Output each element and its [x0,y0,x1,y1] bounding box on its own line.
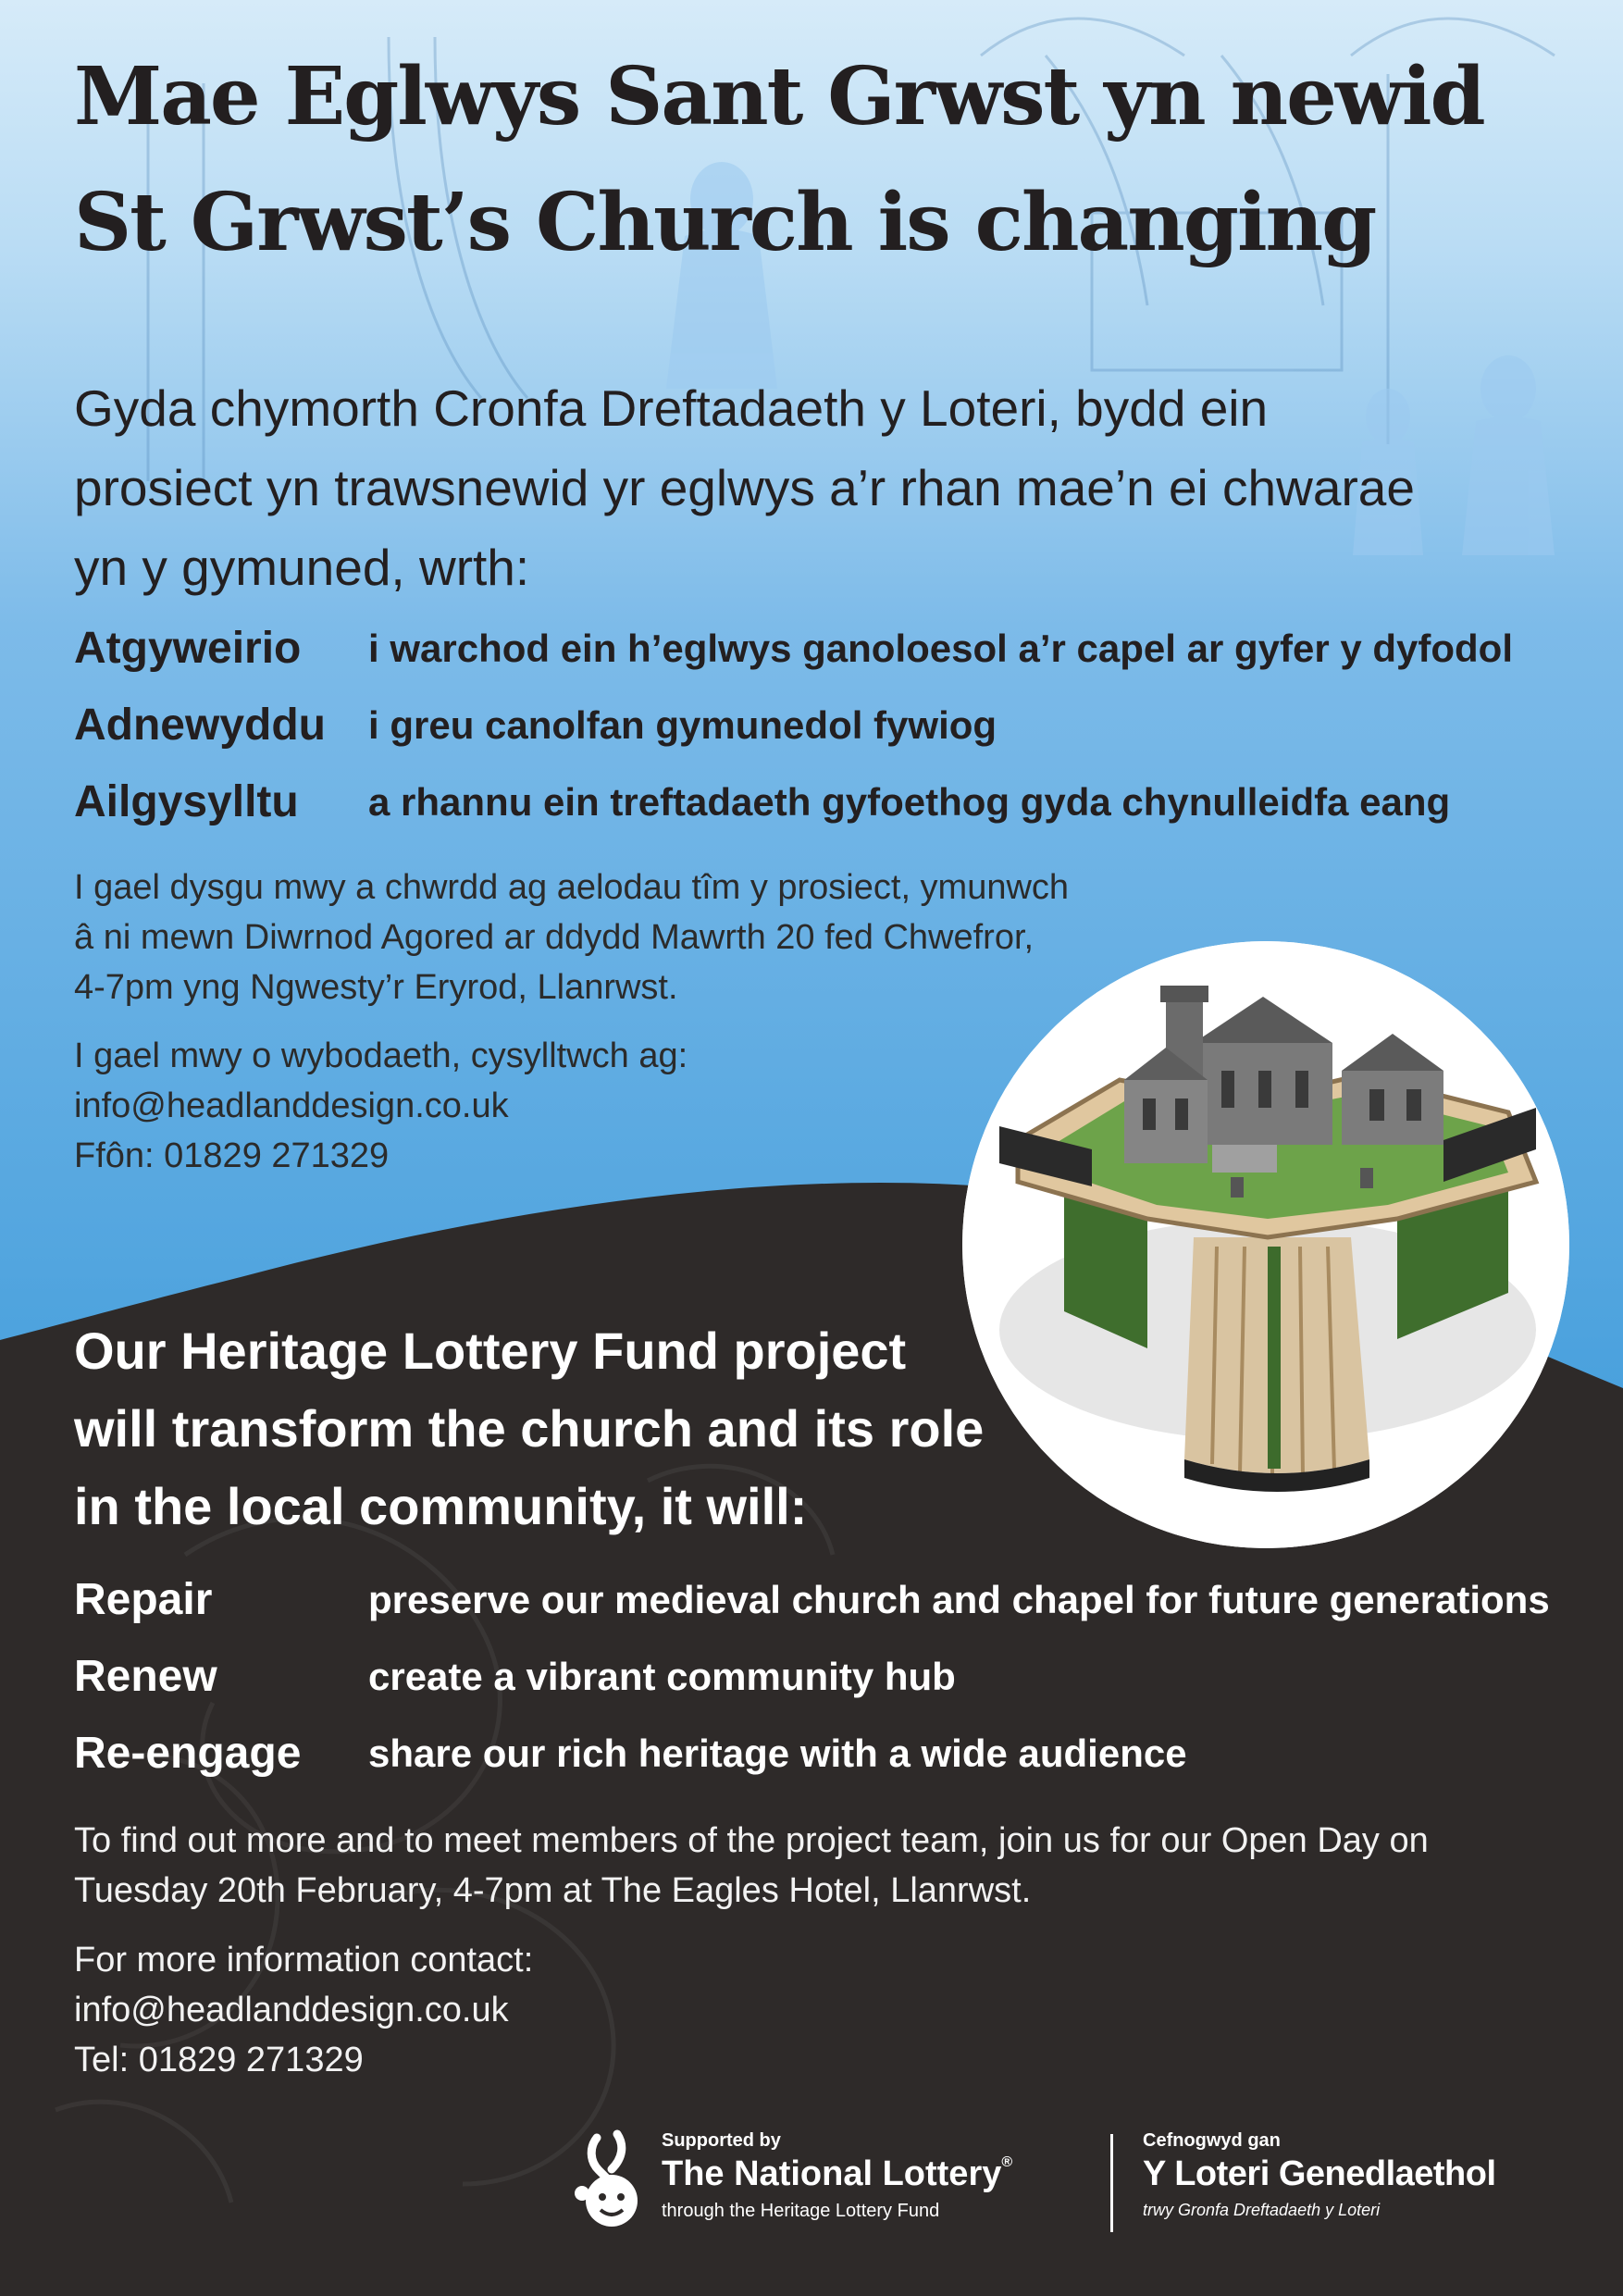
national-lottery-logo [569,2128,1087,2240]
title-welsh: Mae Eglwys Sant Grwst yn newid [74,50,1484,143]
aim-term: Atgyweirio [74,624,302,673]
welsh-contact [74,1031,688,1181]
aim-term: Ailgysylltu [74,777,299,826]
funder-logos [569,2128,1587,2240]
welsh-intro [74,368,1573,607]
english-open-day-line: Tuesday 20th February, 4-7pm at The Eagles Hotel, Llanrwst. [74,1871,1032,1910]
cefnogwyd-gan-label: Cefnogwyd gan [1143,2130,1281,2151]
english-open-day [74,1816,1429,1916]
aim-term: Repair [74,1575,213,1624]
trwy-cronfa-label: trwy Gronfa Dreftadaeth y Loteri [1143,2201,1381,2219]
welsh-intro-line: prosiect yn trawsnewid yr eglwys a’r rhan mae’n ei chwarae [74,459,1415,516]
welsh-open-day-line: 4-7pm yng Ngwesty’r Eryrod, Llanrwst. [74,968,678,1007]
supported-by-label: Supported by [662,2130,781,2151]
english-open-day-line: To find out more and to meet members of the project team, join us for our Open Day on [74,1821,1429,1860]
welsh-open-day-line: â ni mewn Diwrnod Agored ar ddydd Mawrth 20 fed Chwefror, [74,918,1035,957]
national-lottery-name: The National Lottery [662,2154,1002,2193]
welsh-open-day-line: I gael dysgu mwy a chwrdd ag aelodau tîm y prosiect, ymunwch [74,868,1070,907]
english-phone: Tel: 01829 271329 [74,2041,364,2079]
english-intro-line: Our Heritage Lottery Fund project [74,1322,907,1380]
aim-term: Renew [74,1652,217,1701]
logo-divider [1110,2134,1113,2232]
aim-term: Re-engage [74,1729,302,1778]
aim-description: i warchod ein h’eglwys ganoloesol a’r capel ar gyfer y dyfodol [368,627,1513,670]
aim-term: Adnewyddu [74,701,326,750]
crossed-fingers-icon [569,2128,652,2230]
english-contact-heading: For more information contact: [74,1941,534,1980]
aim-description: preserve our medieval church and chapel for future generations [368,1578,1550,1621]
welsh-open-day [74,863,1069,1012]
welsh-contact-heading: I gael mwy o wybodaeth, cysylltwch ag: [74,1036,688,1075]
welsh-phone: Ffôn: 01829 271329 [74,1136,390,1175]
aim-description: create a vibrant community hub [368,1655,956,1698]
aim-description: a rhannu ein treftadaeth gyfoethog gyda chynulleidfa eang [368,780,1451,824]
aim-description: share our rich heritage with a wide audience [368,1731,1187,1775]
welsh-intro-line: yn y gymuned, wrth: [74,539,530,596]
english-intro-line: will transform the church and its role [74,1399,985,1458]
registered-mark: ® [1001,2154,1013,2170]
welsh-email-link[interactable]: info@headlanddesign.co.uk [74,1086,509,1125]
aim-description: i greu canolfan gymunedol fywiog [368,703,997,747]
english-contact [74,1935,533,2085]
english-intro-line: in the local community, it will: [74,1477,808,1535]
english-intro [74,1312,1073,1545]
loteri-genedlaethol-logo [1143,2128,1605,2240]
loteri-wordmark: Y Loteri Genedlaethol [1143,2154,1496,2193]
national-lottery-wordmark [662,2154,1012,2194]
english-email-link[interactable]: info@headlanddesign.co.uk [74,1991,509,2029]
welsh-intro-line: Gyda chymorth Cronfa Dreftadaeth y Loteri, bydd ein [74,379,1269,437]
title-english: St Grwst’s Church is changing [74,176,1376,269]
through-hlf-label: through the Heritage Lottery Fund [662,2201,940,2221]
